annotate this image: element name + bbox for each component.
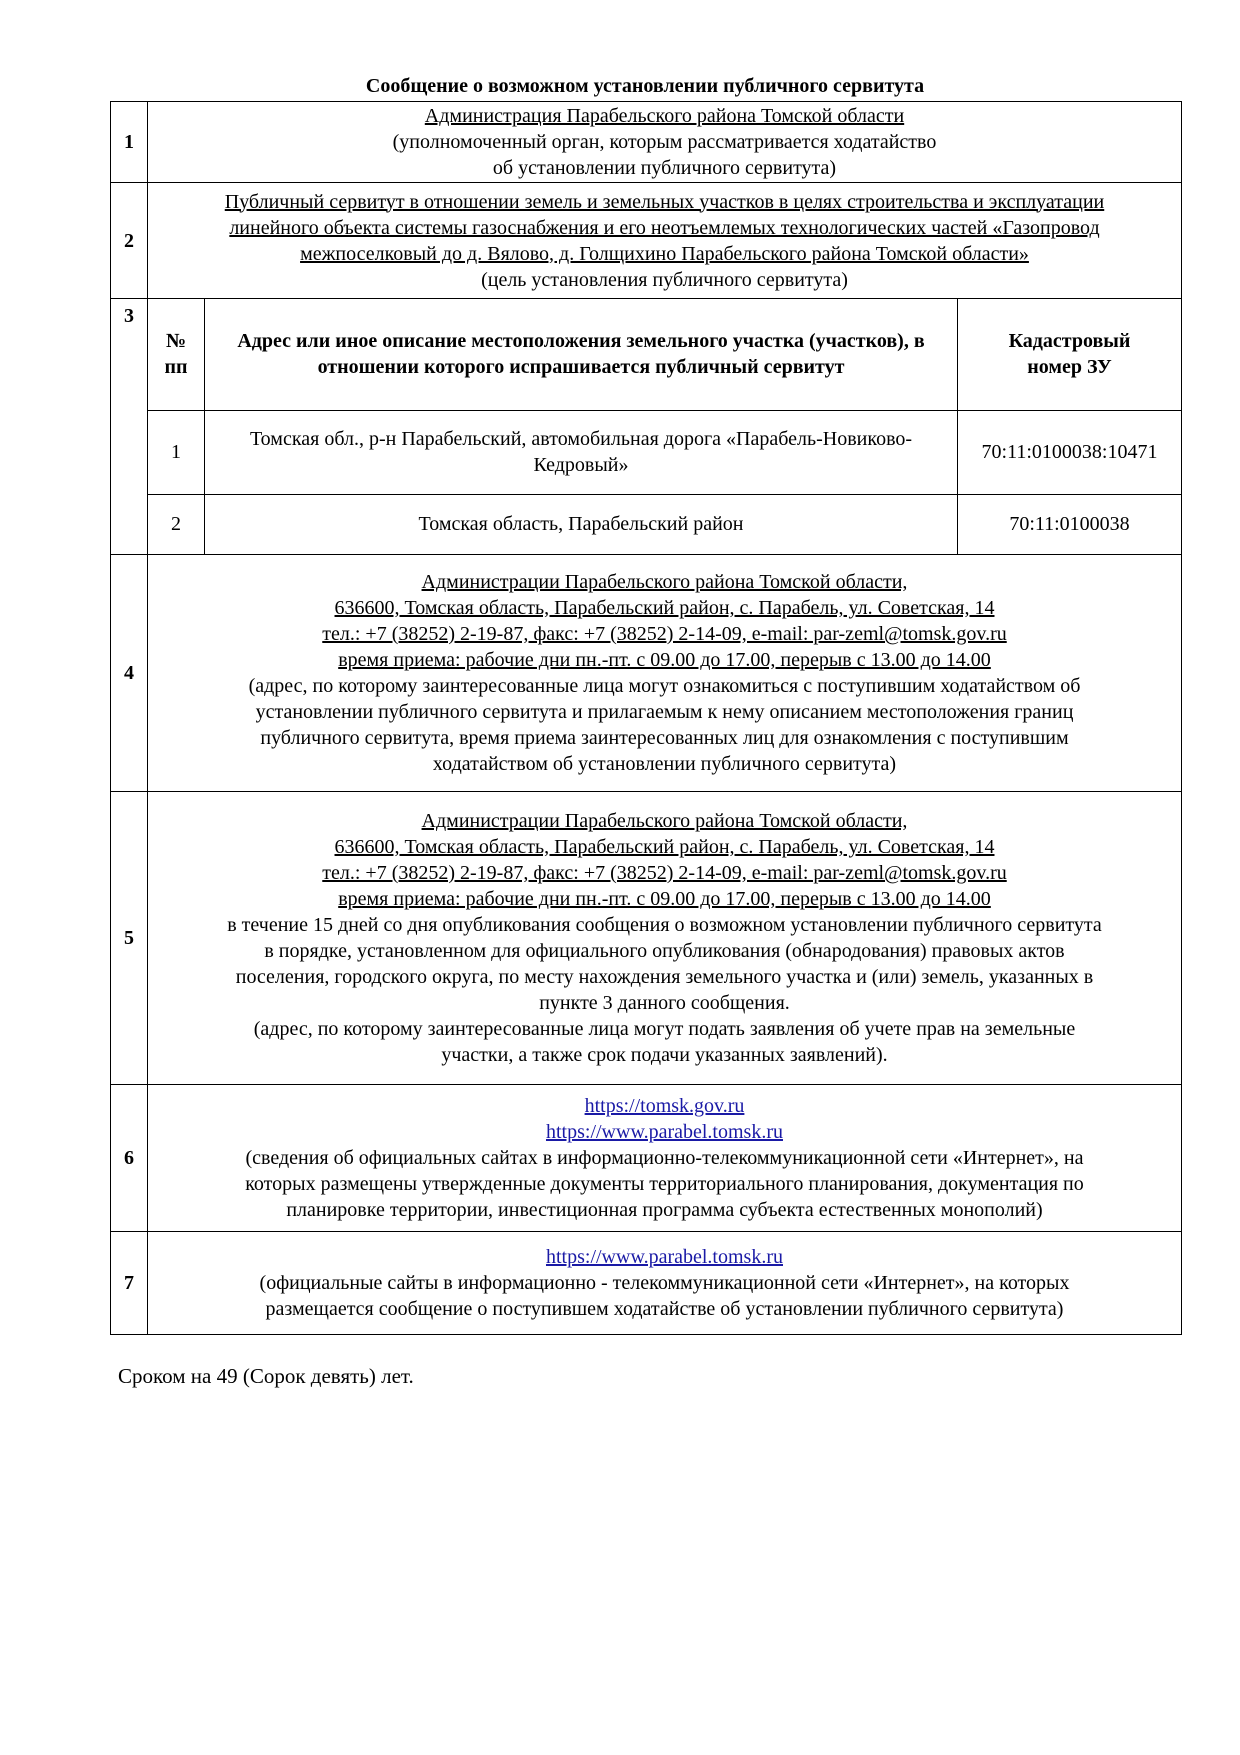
row-number: 5 bbox=[111, 792, 148, 1085]
note-line: которых размещены утвержденные документы территориального планирования, документация по bbox=[245, 1173, 1084, 1195]
parcel-cadastral: 70:11:0100038 bbox=[958, 494, 1182, 554]
authority-name: Администрация Парабельского района Томской области bbox=[424, 105, 905, 127]
site-link[interactable]: https://tomsk.gov.ru bbox=[584, 1095, 745, 1117]
note-line: планировке территории, инвестиционная программа субъекта естественных монополий) bbox=[286, 1199, 1043, 1221]
note-line: участки, а также срок подачи указанных заявлений). bbox=[441, 1044, 888, 1066]
address-line: время приема: рабочие дни пн.-пт. с 09.00 до 17.00, перерыв с 13.00 до 14.00 bbox=[338, 888, 991, 910]
row-number: 7 bbox=[111, 1232, 148, 1335]
table-row-7 bbox=[111, 1232, 1182, 1335]
note-line: об установлении публичного сервитута) bbox=[492, 157, 837, 179]
note-line: (уполномоченный орган, которым рассматривается ходатайство bbox=[392, 131, 937, 153]
term-note: Сроком на 49 (Сорок девять) лет. bbox=[118, 1364, 414, 1388]
review-address-cell bbox=[148, 555, 1182, 792]
note-line: поселения, городского округа, по месту нахождения земельного участка и (или) земель, указанных в bbox=[235, 966, 1094, 988]
parcels-cell bbox=[148, 299, 1182, 555]
claims-address-cell bbox=[148, 792, 1182, 1085]
note-line: установлении публичного сервитута и прилагаемым к нему описанием местоположения границ bbox=[255, 701, 1074, 723]
table-row-4 bbox=[111, 555, 1182, 792]
header-cadastral: Кадастровый номер ЗУ bbox=[958, 299, 1182, 410]
publication-sites-cell bbox=[148, 1232, 1182, 1335]
table-row-6 bbox=[111, 1085, 1182, 1232]
address-line: Администрации Парабельского района Томской области, bbox=[421, 571, 908, 593]
address-line: тел.: +7 (38252) 2-19-87, факс: +7 (38252) 2-14-09, e-mail: par-zeml@tomsk.gov.ru bbox=[322, 623, 1007, 645]
table-row-5 bbox=[111, 792, 1182, 1085]
table-row bbox=[148, 494, 1181, 554]
table-row-1 bbox=[111, 102, 1182, 183]
parcel-address: Томская область, Парабельский район bbox=[205, 494, 958, 554]
note-line: размещается сообщение о поступившем ходатайстве об установлении публичного сервитута) bbox=[265, 1298, 1064, 1320]
note-line: (цель установления публичного сервитута) bbox=[481, 268, 848, 291]
purpose-line: линейного объекта системы газоснабжения и его неотъемлемых технологических частей «Газопровод bbox=[229, 216, 1100, 239]
address-line: Администрации Парабельского района Томской области, bbox=[421, 810, 908, 832]
row-number: 2 bbox=[111, 183, 148, 299]
note-line: (официальные сайты в информационно - телекоммуникационной сети «Интернет», на которых bbox=[259, 1272, 1070, 1294]
purpose-line: межпоселковый до д. Вялово, д. Голщихино Парабельского района Томской области» bbox=[300, 242, 1029, 265]
parcel-no: 2 bbox=[148, 494, 205, 554]
table-row bbox=[148, 410, 1181, 494]
site-link[interactable]: https://www.parabel.tomsk.ru bbox=[545, 1246, 783, 1268]
row-number: 1 bbox=[111, 102, 148, 183]
notice-table bbox=[110, 101, 1182, 1335]
row-number: 6 bbox=[111, 1085, 148, 1232]
authority-cell bbox=[148, 102, 1182, 183]
address-line: время приема: рабочие дни пн.-пт. с 09.00 до 17.00, перерыв с 13.00 до 14.00 bbox=[338, 649, 991, 671]
purpose-cell bbox=[148, 183, 1182, 299]
note-line: ходатайством об установлении публичного сервитута) bbox=[432, 753, 897, 775]
official-sites-cell bbox=[148, 1085, 1182, 1232]
site-link[interactable]: https://www.parabel.tomsk.ru bbox=[545, 1121, 783, 1143]
purpose-line: Публичный сервитут в отношении земель и земельных участков в целях строительства и эксплуатации bbox=[224, 190, 1105, 213]
row-number: 3 bbox=[111, 299, 148, 555]
parcels-table bbox=[148, 299, 1181, 554]
page-title: Сообщение о возможном установлении публичного сервитута bbox=[365, 75, 925, 97]
parcels-header-row bbox=[148, 299, 1181, 410]
address-line: 636600, Томская область, Парабельский район, с. Парабель, ул. Советская, 14 bbox=[334, 836, 995, 858]
note-line: (адрес, по которому заинтересованные лица могут ознакомиться с поступившим ходатайством об bbox=[248, 675, 1081, 697]
parcel-cadastral: 70:11:0100038:10471 bbox=[958, 410, 1182, 494]
address-line: 636600, Томская область, Парабельский район, с. Парабель, ул. Советская, 14 bbox=[334, 597, 995, 619]
table-row-2 bbox=[111, 183, 1182, 299]
note-line: (адрес, по которому заинтересованные лица могут подать заявления об учете прав на земельные bbox=[253, 1018, 1076, 1040]
table-row-3 bbox=[111, 299, 1182, 555]
note-line: в порядке, установленном для официального опубликования (обнародования) правовых актов bbox=[264, 940, 1065, 962]
address-line: тел.: +7 (38252) 2-19-87, факс: +7 (38252) 2-14-09, e-mail: par-zeml@tomsk.gov.ru bbox=[322, 862, 1007, 884]
note-line: (сведения об официальных сайтах в информационно-телекоммуникационной сети «Интернет», на bbox=[245, 1147, 1084, 1169]
note-line: пункте 3 данного сообщения. bbox=[539, 992, 790, 1014]
row-number: 4 bbox=[111, 555, 148, 792]
header-address: Адрес или иное описание местоположения земельного участка (участков), в отношении которого испрашивается публичный сервитут bbox=[205, 299, 958, 410]
parcel-address: Томская обл., р-н Парабельский, автомобильная дорога «Парабель-Новиково-Кедровый» bbox=[205, 410, 958, 494]
header-no: № пп bbox=[148, 299, 205, 410]
note-line: в течение 15 дней со дня опубликования сообщения о возможном установлении публичного сервитута bbox=[227, 914, 1102, 936]
parcel-no: 1 bbox=[148, 410, 205, 494]
note-line: публичного сервитута, время приема заинтересованных лиц для ознакомления с поступившим bbox=[260, 727, 1069, 749]
